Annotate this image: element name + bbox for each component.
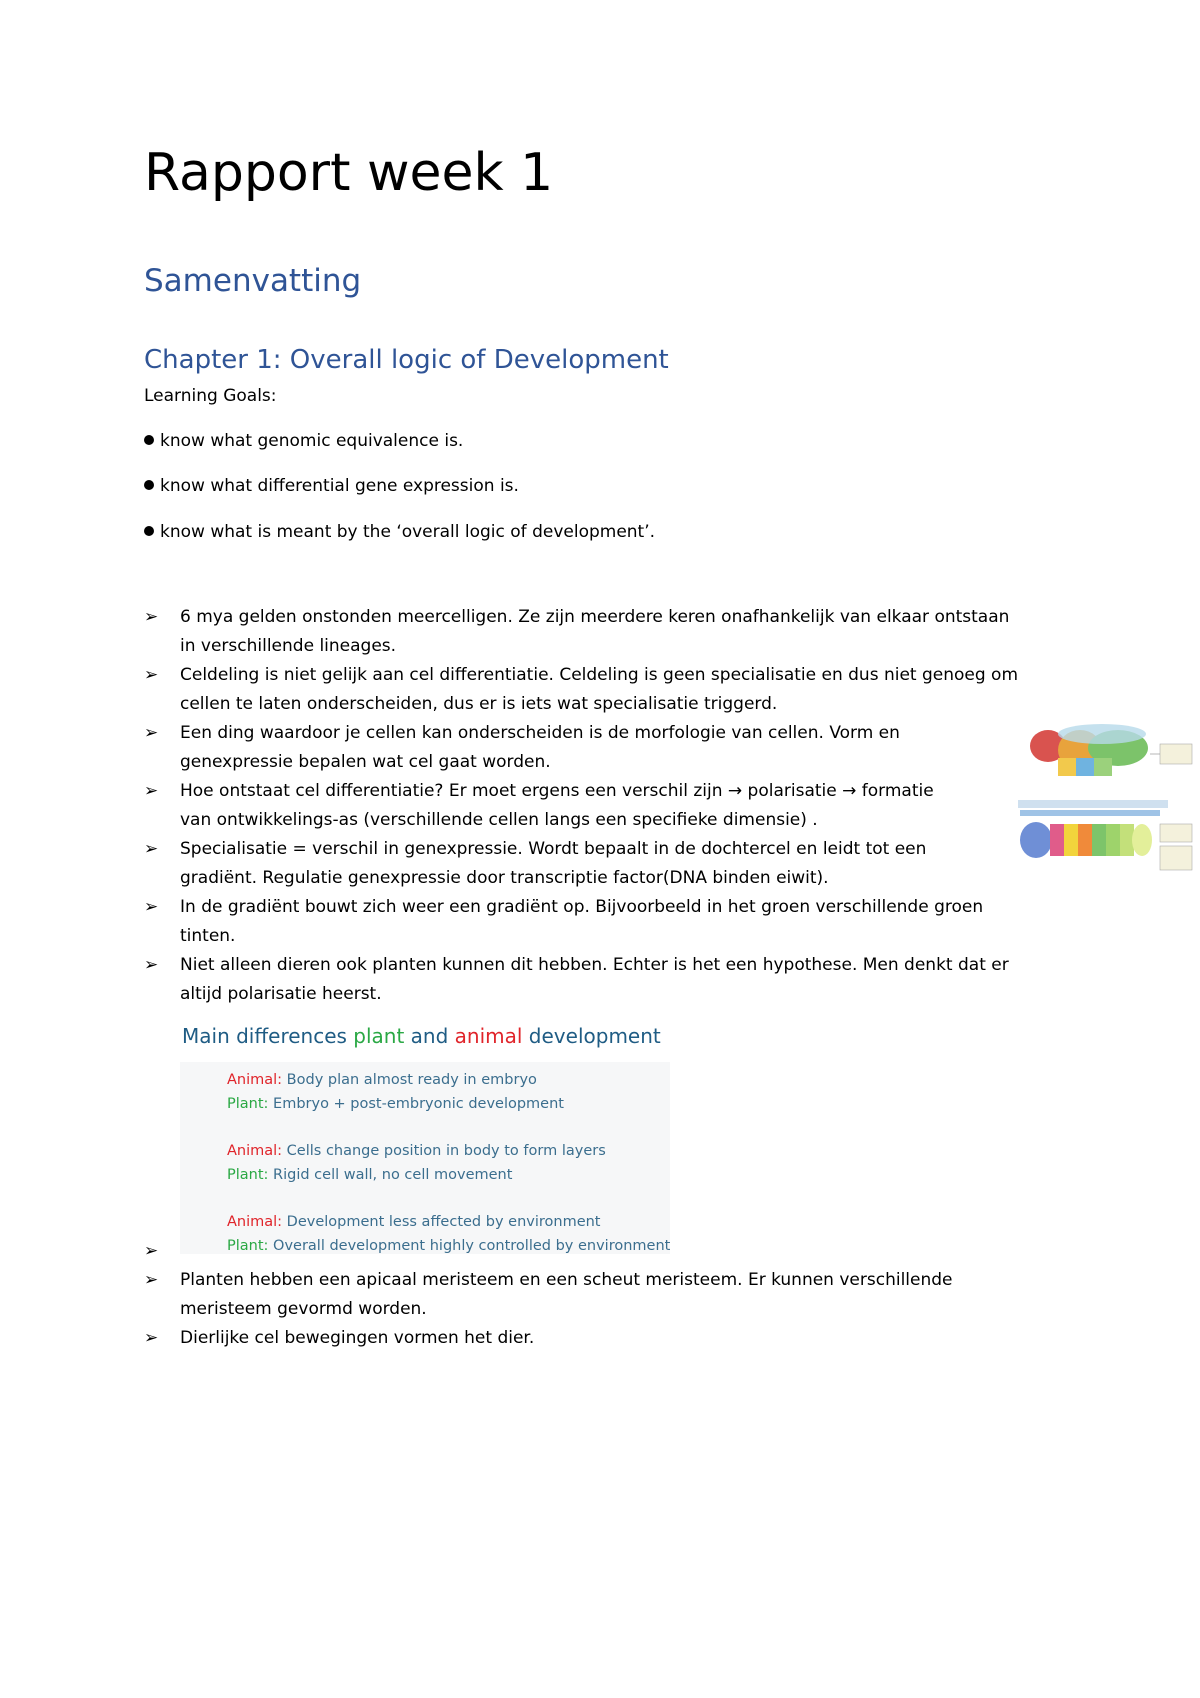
bullet-text: tinten.	[180, 926, 236, 946]
bullet-text: Planten hebben een apicaal meristeem en een scheut meristeem. Er kunnen verschillende	[180, 1270, 953, 1290]
bullet-text: genexpressie bepalen wat cel gaat worden.	[180, 752, 551, 772]
arrow-bullet-icon: ➢	[144, 1241, 159, 1261]
arrow-bullet-icon: ➢	[144, 723, 159, 743]
arrow-bullet-icon: ➢	[144, 839, 159, 859]
difference-row: Animal: Body plan almost ready in embryo	[227, 1072, 537, 1088]
bullet-text: In de gradiënt bouwt zich weer een gradiënt op. Bijvoorbeeld in het groen verschillende groen	[180, 897, 984, 917]
bullet-text: gradiënt. Regulatie genexpressie door transcriptie factor(DNA binden eiwit).	[180, 868, 829, 888]
learning-goals-label: Learning Goals:	[144, 386, 277, 406]
bullet-dot-icon	[144, 526, 154, 536]
section-heading: Samenvatting	[144, 263, 362, 299]
arrow-bullet-icon: ➢	[144, 607, 159, 627]
difference-row: Plant: Embryo + post-embryonic development	[227, 1096, 564, 1112]
bullet-text: Dierlijke cel bewegingen vormen het dier.	[180, 1328, 535, 1348]
bullet-text: altijd polarisatie heerst.	[180, 984, 382, 1004]
bullet-text: cellen te laten onderscheiden, dus er is iets wat specialisatie triggerd.	[180, 694, 778, 714]
bullet-text: Hoe ontstaat cel differentiatie? Er moet ergens een verschil zijn → polarisatie → formatie	[180, 781, 934, 801]
bullet-text: in verschillende lineages.	[180, 636, 397, 656]
bullet-text: van ontwikkelings-as (verschillende cellen langs een specifieke dimensie) .	[180, 810, 818, 830]
differences-figure-title: Main differences plant and animal development	[182, 1024, 661, 1048]
drosophila-figure-image	[1010, 716, 1200, 886]
bullet-dot-icon	[144, 435, 154, 445]
difference-row: Plant: Rigid cell wall, no cell movement	[227, 1167, 513, 1183]
arrow-bullet-icon: ➢	[144, 897, 159, 917]
learning-goal: know what is meant by the ‘overall logic of development’.	[144, 520, 655, 544]
learning-goal: know what genomic equivalence is.	[144, 429, 463, 453]
bullet-dot-icon	[144, 480, 154, 490]
bullet-text: meristeem gevormd worden.	[180, 1299, 427, 1319]
learning-goal: know what differential gene expression is.	[144, 474, 519, 498]
difference-row: Animal: Cells change position in body to form layers	[227, 1143, 606, 1159]
bullet-text: Celdeling is niet gelijk aan cel differentiatie. Celdeling is geen specialisatie en dus niet genoeg om	[180, 665, 1019, 685]
bullet-text: Een ding waardoor je cellen kan onderscheiden is de morfologie van cellen. Vorm en	[180, 723, 900, 743]
arrow-bullet-icon: ➢	[144, 1270, 159, 1290]
chapter-heading: Chapter 1: Overall logic of Development	[144, 345, 669, 375]
arrow-bullet-icon: ➢	[144, 781, 159, 801]
difference-row: Animal: Development less affected by environment	[227, 1214, 601, 1230]
arrow-bullet-icon: ➢	[144, 665, 159, 685]
document-title: Rapport week 1	[144, 143, 554, 203]
bullet-text: Specialisatie = verschil in genexpressie. Wordt bepaalt in de dochtercel en leidt tot een	[180, 839, 927, 859]
bullet-text: Niet alleen dieren ook planten kunnen dit hebben. Echter is het een hypothese. Men denkt dat er	[180, 955, 1009, 975]
arrow-bullet-icon: ➢	[144, 955, 159, 975]
difference-row: Plant: Overall development highly controlled by environment	[227, 1238, 671, 1254]
arrow-bullet-icon: ➢	[144, 1328, 159, 1348]
bullet-text: 6 mya gelden onstonden meercelligen. Ze zijn meerdere keren onafhankelijk van elkaar ontstaan	[180, 607, 1010, 627]
